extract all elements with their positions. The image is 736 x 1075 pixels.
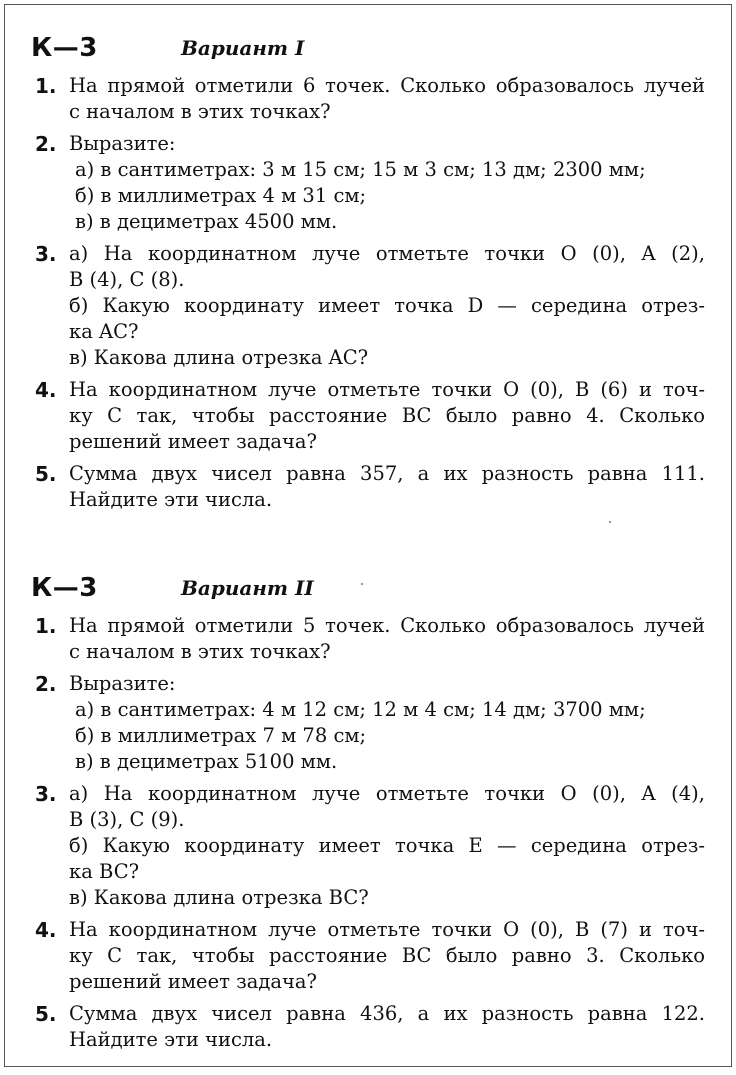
problem-text-line: ку C так, чтобы расстояние BC было равно 3. Сколько (69, 944, 705, 967)
problem-4 (5, 917, 731, 995)
problem-number: 5. (35, 462, 57, 486)
problem-3 (5, 241, 731, 371)
problem-5 (5, 1001, 731, 1053)
problem-number: 5. (35, 1002, 57, 1026)
problem-subitem-b: б) Какую координату имеет точка D — середина отрез- (69, 294, 705, 317)
problem-2 (5, 671, 731, 775)
variant-title: Вариант II (181, 576, 314, 600)
variant-2 (5, 573, 731, 1059)
problem-text-line: с началом в этих точках? (69, 640, 331, 663)
problem-number: 1. (35, 614, 57, 638)
problem-subitem-c: в) Какова длина отрезка BC? (69, 886, 369, 909)
problem-text-line: Найдите эти числа. (69, 488, 273, 511)
problem-text-line: с началом в этих точках? (69, 100, 331, 123)
problem-text-line: На прямой отметили 5 точек. Сколько образовалось лучей (69, 614, 705, 637)
problem-text-line: B (4), C (8). (69, 268, 185, 291)
problem-text-line: решений имеет задача? (69, 430, 317, 453)
problem-number: 2. (35, 672, 57, 696)
test-code: К—3 (31, 573, 98, 603)
problem-text-line: Найдите эти числа. (69, 1028, 273, 1051)
variant-header (5, 33, 731, 73)
problem-text-line: решений имеет задача? (69, 970, 317, 993)
problem-number: 4. (35, 378, 57, 402)
problem-subitem-a: а) На координатном луче отметьте точки O (0), A (4), (69, 782, 705, 805)
test-code: К—3 (31, 33, 98, 63)
problem-subitem-a: а) в сантиметрах: 3 м 15 см; 15 м 3 см; 13 дм; 2300 мм; (75, 158, 646, 181)
problem-text-line: B (3), C (9). (69, 808, 185, 831)
problem-3 (5, 781, 731, 911)
problem-text-line: ка AC? (69, 320, 139, 343)
problem-subitem-c: в) в дециметрах 4500 мм. (75, 210, 338, 233)
problem-text-line: На прямой отметили 6 точек. Сколько образовалось лучей (69, 74, 705, 97)
problem-subitem-b: б) Какую координату имеет точка E — середина отрез- (69, 834, 705, 857)
problem-2 (5, 131, 731, 235)
problem-number: 1. (35, 74, 57, 98)
problem-text-line: Выразите: (69, 672, 176, 695)
problem-number: 4. (35, 918, 57, 942)
problem-subitem-a: а) На координатном луче отметьте точки O (0), A (2), (69, 242, 705, 265)
problem-subitem-a: а) в сантиметрах: 4 м 12 см; 12 м 4 см; 14 дм; 3700 мм; (75, 698, 646, 721)
problem-1 (5, 73, 731, 125)
problem-4 (5, 377, 731, 455)
problem-number: 3. (35, 242, 57, 266)
problem-text-line: ка BC? (69, 860, 140, 883)
problem-text-line: На координатном луче отметьте точки O (0), B (6) и точ- (69, 378, 705, 401)
problem-text-line: Выразите: (69, 132, 176, 155)
variant-title: Вариант I (181, 36, 305, 60)
scan-speck (609, 521, 611, 523)
problem-text-line: На координатном луче отметьте точки O (0), B (7) и точ- (69, 918, 705, 941)
problem-number: 3. (35, 782, 57, 806)
problem-text-line: Сумма двух чисел равна 357, а их разность равна 111. (69, 462, 705, 485)
problem-number: 2. (35, 132, 57, 156)
problem-subitem-c: в) Какова длина отрезка AC? (69, 346, 369, 369)
problem-1 (5, 613, 731, 665)
problem-subitem-b: б) в миллиметрах 4 м 31 см; (75, 184, 367, 207)
worksheet-page (4, 4, 732, 1067)
problem-5 (5, 461, 731, 513)
variant-1 (5, 33, 731, 519)
variant-header (5, 573, 731, 613)
problem-subitem-b: б) в миллиметрах 7 м 78 см; (75, 724, 367, 747)
problem-subitem-c: в) в дециметрах 5100 мм. (75, 750, 338, 773)
problem-text-line: ку C так, чтобы расстояние BC было равно 4. Сколько (69, 404, 705, 427)
problem-text-line: Сумма двух чисел равна 436, а их разность равна 122. (69, 1002, 705, 1025)
